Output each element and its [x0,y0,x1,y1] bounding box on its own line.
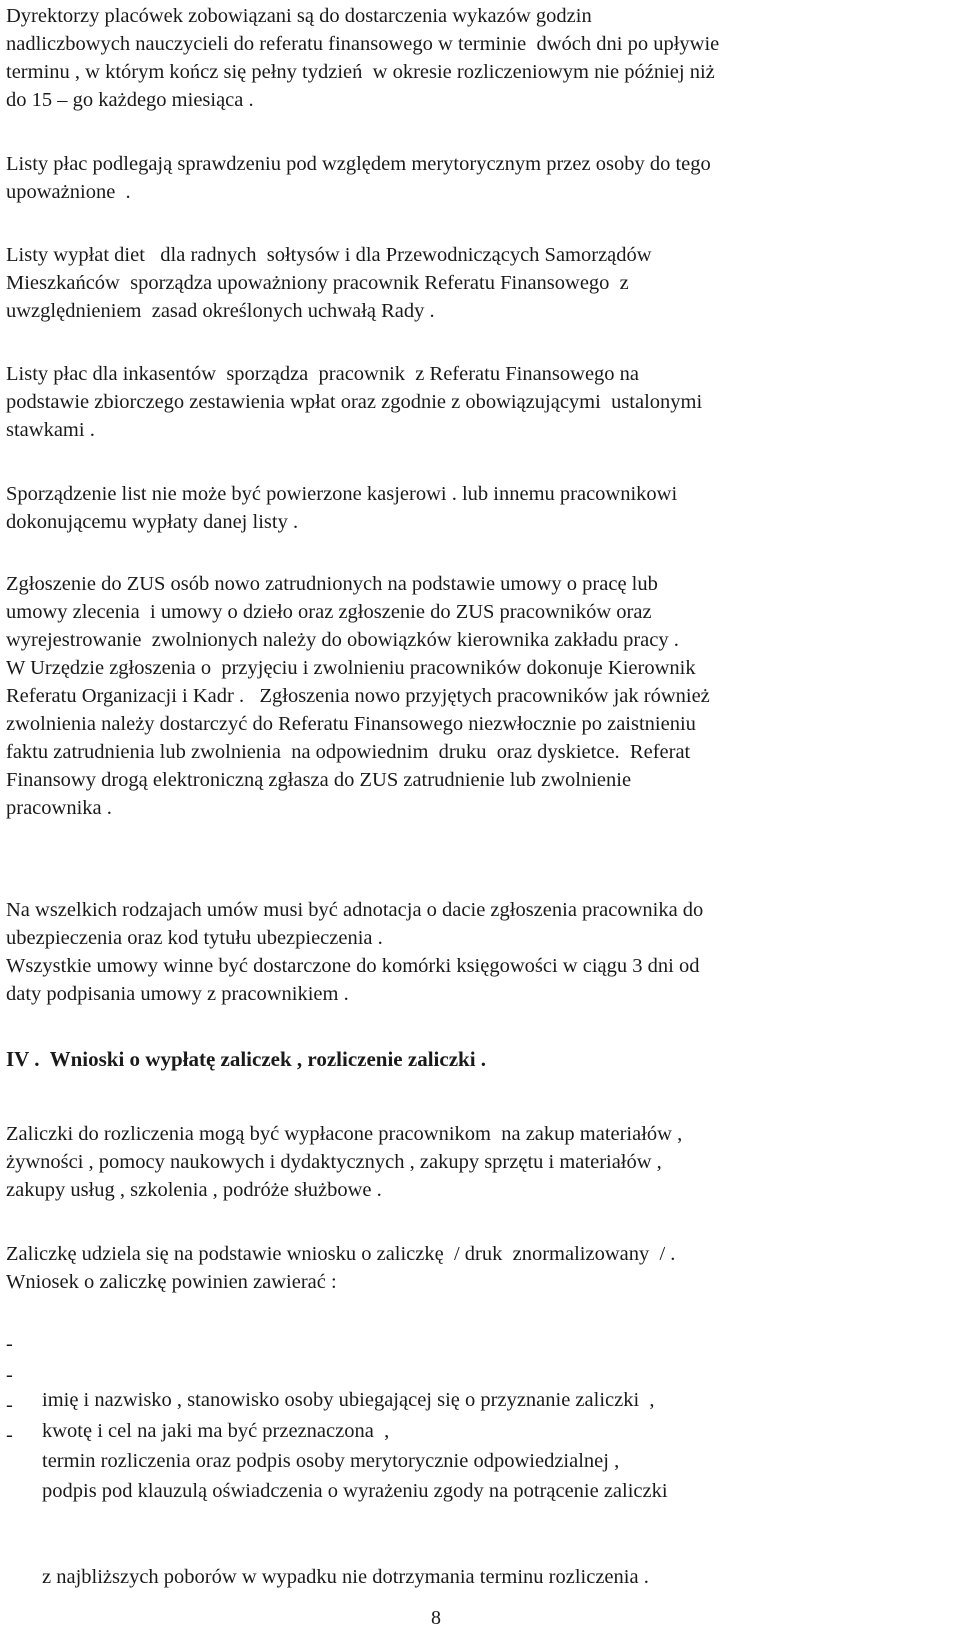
text-line: zwolnienia należy dostarczyć do Referatu Finansowego niezwłocznie po zaistnieniu [6,713,696,735]
text-line: dokonującemu wypłaty danej listy . [6,511,299,533]
text-line: Referatu Organizacji i Kadr . Zgłoszenia nowo przyjętych pracowników jak również [6,685,710,707]
text-line: podstawie zbiorczego zestawienia wpłat oraz zgodnie z obowiązującymi ustalonymi [6,391,703,413]
text-line: pracownika . [6,797,112,819]
text-line: podpis pod klauzulą oświadczenia o wyrażeniu zgody na potrącenie zaliczki [42,1480,668,1502]
paragraph-cashier-restriction [6,480,951,536]
text-line: terminu , w którym kończ się pełny tydzień w okresie rozliczeniowym nie później niż [6,61,715,83]
text-line: z najbliższych poborów w wypadku nie dotrzymania terminu rozliczenia . [42,1566,649,1588]
section-heading: IV . Wnioski o wypłatę zaliczek , rozliczenie zaliczki . [6,1047,487,1071]
text-line: Zaliczkę udziela się na podstawie wniosku o zaliczkę / druk znormalizowany / . [6,1243,676,1265]
paragraph-collectors-payroll [6,360,951,444]
text-line: umowy zlecenia i umowy o dzieło oraz zgłoszenie do ZUS pracowników oraz [6,601,652,623]
list-item-text [42,1421,668,1647]
text-line: Zgłoszenie do ZUS osób nowo zatrudnionych na podstawie umowy o pracę lub [6,573,658,595]
paragraph-councillors-diets [6,241,951,325]
text-line: uwzględnieniem zasad określonych uchwałą Rady . [6,300,435,322]
text-line: zakupy usług , szkolenia , podróże służbowe . [6,1179,382,1201]
text-line: Listy wypłat diet dla radnych sołtysów i dla Przewodniczących Samorządów [6,244,652,266]
paragraph-zus-registration [6,570,951,822]
text-line: wyrejestrowanie zwolnionych należy do obowiązków kierownika zakładu pracy . [6,629,679,651]
text-line: kwotę i cel na jaki ma być przeznaczona , [42,1420,390,1442]
text-line: do 15 – go każdego miesiąca . [6,89,254,111]
text-line: Zaliczki do rozliczenia mogą być wypłacone pracownikom na zakup materiałów , [6,1123,683,1145]
text-line: Mieszkańców sporządza upoważniony pracownik Referatu Finansowego z [6,272,629,294]
page-number: 8 [431,1607,441,1629]
paragraph-overtime-reports [6,2,951,114]
text-line: upoważnione . [6,181,131,203]
text-line: Wniosek o zaliczkę powinien zawierać : [6,1271,337,1293]
text-line: Listy płac dla inkasentów sporządza pracownik z Referatu Finansowego na [6,363,640,385]
paragraph-payroll-verification [6,150,951,206]
text-line: Wszystkie umowy winne być dostarczone do komórki księgowości w ciągu 3 dni od [6,955,700,977]
text-line: nadliczbowych nauczycieli do referatu finansowego w terminie dwóch dni po upływie [6,33,720,55]
text-line: imię i nazwisko , stanowisko osoby ubiegającej się o przyznanie zaliczki , [42,1389,655,1411]
text-line: Finansowy drogą elektroniczną zgłasza do ZUS zatrudnienie lub zwolnienie [6,769,632,791]
text-line: termin rozliczenia oraz podpis osoby merytorycznie odpowiedzialnej , [42,1450,620,1472]
list-dash: - [6,1333,13,1355]
text-line: żywności , pomocy naukowych i dydaktycznych , zakupy sprzętu i materiałów , [6,1151,662,1173]
text-line: Dyrektorzy placówek zobowiązani są do dostarczenia wykazów godzin [6,5,592,27]
paragraph-advances-purpose [6,1120,951,1204]
list-dash: - [6,1394,13,1416]
text-line: Na wszelkich rodzajach umów musi być adnotacja o dacie zgłoszenia pracownika do [6,899,704,921]
text-line: W Urzędzie zgłoszenia o przyjęciu i zwolnieniu pracowników dokonuje Kierownik [6,657,696,679]
text-line: faktu zatrudnienia lub zwolnienia na odpowiednim druku oraz dyskietce. Referat [6,741,691,763]
text-line: Sporządzenie list nie może być powierzone kasjerowi . lub innemu pracownikowi [6,483,678,505]
text-line: Listy płac podlegają sprawdzeniu pod względem merytorycznym przez osoby do tego [6,153,711,175]
text-line: ubezpieczenia oraz kod tytułu ubezpieczenia . [6,927,383,949]
text-line: stawkami . [6,419,95,441]
paragraph-advance-request [6,1240,951,1296]
list-dash: - [6,1424,13,1446]
text-line: daty podpisania umowy z pracownikiem . [6,983,349,1005]
paragraph-contracts-annotation [6,896,951,1008]
list-dash: - [6,1364,13,1386]
